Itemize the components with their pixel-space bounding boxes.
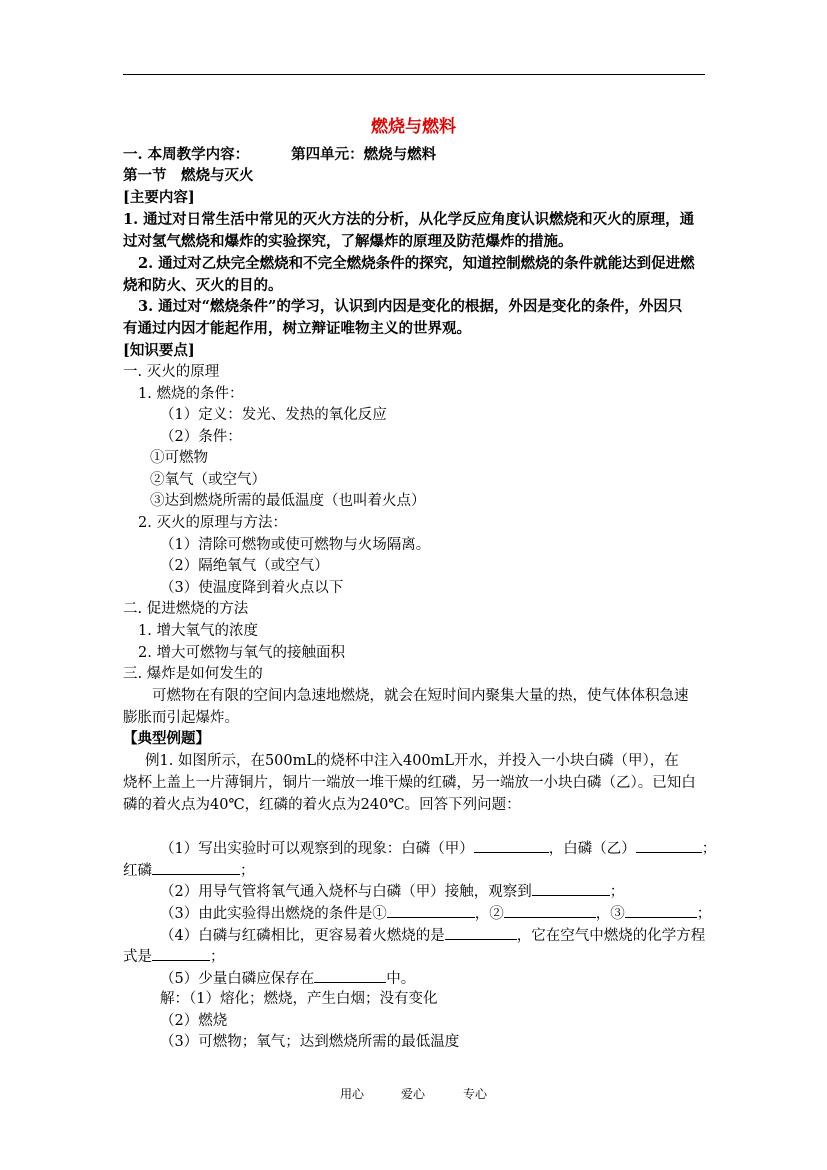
question-5 xyxy=(160,968,415,989)
question-text: ，白磷（乙） xyxy=(548,841,636,857)
point-item: ③达到燃烧所需的最低温度（也叫着火点） xyxy=(150,493,426,509)
footer-text: 爱心 xyxy=(401,1087,426,1101)
point-heading: 二. 促进燃烧的方法 xyxy=(123,601,249,617)
point-heading: 三. 爆炸是如何发生的 xyxy=(123,666,263,682)
question-text: 红磷 xyxy=(123,863,152,879)
answer-blank xyxy=(152,860,240,875)
question-text: （4）白磷与红磷相比，更容易着火燃烧的是 xyxy=(160,928,445,944)
point-item: （3）使温度降到着火点以下 xyxy=(160,580,344,596)
examples-label: 【典型例题】 xyxy=(123,730,210,747)
answer-blank xyxy=(625,903,697,918)
answer-blank xyxy=(445,925,517,940)
question-text: ； xyxy=(210,949,225,965)
point-item: （2）隔绝氧气（或空气） xyxy=(160,558,329,574)
question-3 xyxy=(160,903,711,924)
question-text: （5）少量白磷应保存在 xyxy=(160,971,315,987)
main-content-label: [主要内容] xyxy=(123,189,195,206)
point-item: ②氧气（或空气） xyxy=(150,472,266,488)
question-text: （2）用导气管将氧气通入烧杯与白磷（甲）接触，观察到 xyxy=(160,884,532,900)
section-heading xyxy=(123,145,436,165)
question-1-cont xyxy=(123,860,255,881)
answer-blank xyxy=(387,903,475,918)
example-text: 例1. 如图所示，在500mL的烧杯中注入400mL开水，并投入一小块白磷（甲），在 xyxy=(145,753,679,769)
point-item: 1. 燃烧的条件： xyxy=(138,386,244,402)
example-text: 烧杯上盖上一片薄铜片，铜片一端放一堆干燥的红磷，另一端放一小块白磷（乙）。已知白 xyxy=(123,775,696,791)
answer-blank xyxy=(474,838,549,853)
goal-line: 过对氢气燃烧和爆炸的实验探究，了解爆炸的原理及防范爆炸的措施。 xyxy=(123,233,573,250)
point-item: （1）定义：发光、发热的氧化反应 xyxy=(160,407,387,423)
answer-text: （3）可燃物；氧气；达到燃烧所需的最低温度 xyxy=(160,1034,460,1050)
question-text: ，它在空气中燃烧的化学方程 xyxy=(516,928,706,944)
question-text: （1）写出实验时可以观察到的现象：白磷（甲） xyxy=(160,841,474,857)
answer-text: （2）燃烧 xyxy=(160,1013,228,1029)
question-text: ； xyxy=(696,906,712,922)
question-text: 式是 xyxy=(123,949,152,965)
example-text: 磷的着火点为40℃，红磷的着火点为240℃。回答下列问题： xyxy=(123,797,521,813)
header-rule xyxy=(123,74,705,75)
question-1 xyxy=(160,838,716,859)
body-text: 可燃物在有限的空间内急速地燃烧，就会在短时间内聚集大量的热，使气体体积急速 xyxy=(152,688,689,704)
goal-line: 1. 通过对日常生活中常见的灭火方法的分析，从化学反应角度认识燃烧和灭火的原理，通 xyxy=(123,211,695,228)
question-2 xyxy=(160,881,624,902)
unit-title: 第四单元：燃烧与燃料 xyxy=(291,146,437,163)
goal-line: 3. 通过对“燃烧条件”的学习，认识到内因是变化的根据，外因是变化的条件，外因只 xyxy=(138,298,683,315)
point-item: （1）清除可燃物或使可燃物与火场隔离。 xyxy=(160,537,431,553)
page-title: 燃烧与燃料 xyxy=(371,117,456,137)
point-item: （2）条件： xyxy=(160,429,242,445)
lesson-heading: 第一节 燃烧与灭火 xyxy=(123,167,254,184)
question-text: ，③ xyxy=(595,906,625,922)
answer-blank xyxy=(314,968,386,983)
answer-blank xyxy=(636,838,702,853)
point-item: 1. 增大氧气的浓度 xyxy=(138,623,258,639)
question-text: （3）由此实验得出燃烧的条件是① xyxy=(160,906,387,922)
point-item: ①可燃物 xyxy=(150,450,208,466)
question-text: ； xyxy=(609,884,625,900)
question-text: ； xyxy=(701,841,717,857)
point-item: 2. 灭火的原理与方法： xyxy=(138,515,287,531)
question-text: ； xyxy=(240,863,255,879)
point-item: 2. 增大可燃物与氧气的接触面积 xyxy=(138,645,345,661)
question-4 xyxy=(160,925,705,946)
body-text: 膨胀而引起爆炸。 xyxy=(123,710,239,726)
goal-line: 有通过内因才能起作用，树立辩证唯物主义的世界观。 xyxy=(123,320,471,337)
footer-text: 专心 xyxy=(463,1087,488,1101)
goal-line: 2. 通过对乙炔完全燃烧和不完全燃烧条件的探究，知道控制燃烧的条件就能达到促进燃 xyxy=(138,255,695,272)
footer-text: 用心 xyxy=(340,1087,365,1101)
answer-blank xyxy=(532,881,610,896)
answer-blank xyxy=(152,946,210,961)
point-heading: 一. 灭火的原理 xyxy=(123,364,220,380)
goal-line: 烧和防火、灭火的目的。 xyxy=(123,277,283,294)
teaching-content-label: 一. 本周教学内容： xyxy=(123,146,250,163)
question-text: ，② xyxy=(474,906,504,922)
answer-text: 解：（1）熔化；燃烧，产生白烟；没有变化 xyxy=(160,991,438,1007)
question-4-cont xyxy=(123,946,225,967)
question-text: 中。 xyxy=(386,971,416,987)
key-points-label: [知识要点] xyxy=(123,342,195,359)
answer-blank xyxy=(504,903,596,918)
